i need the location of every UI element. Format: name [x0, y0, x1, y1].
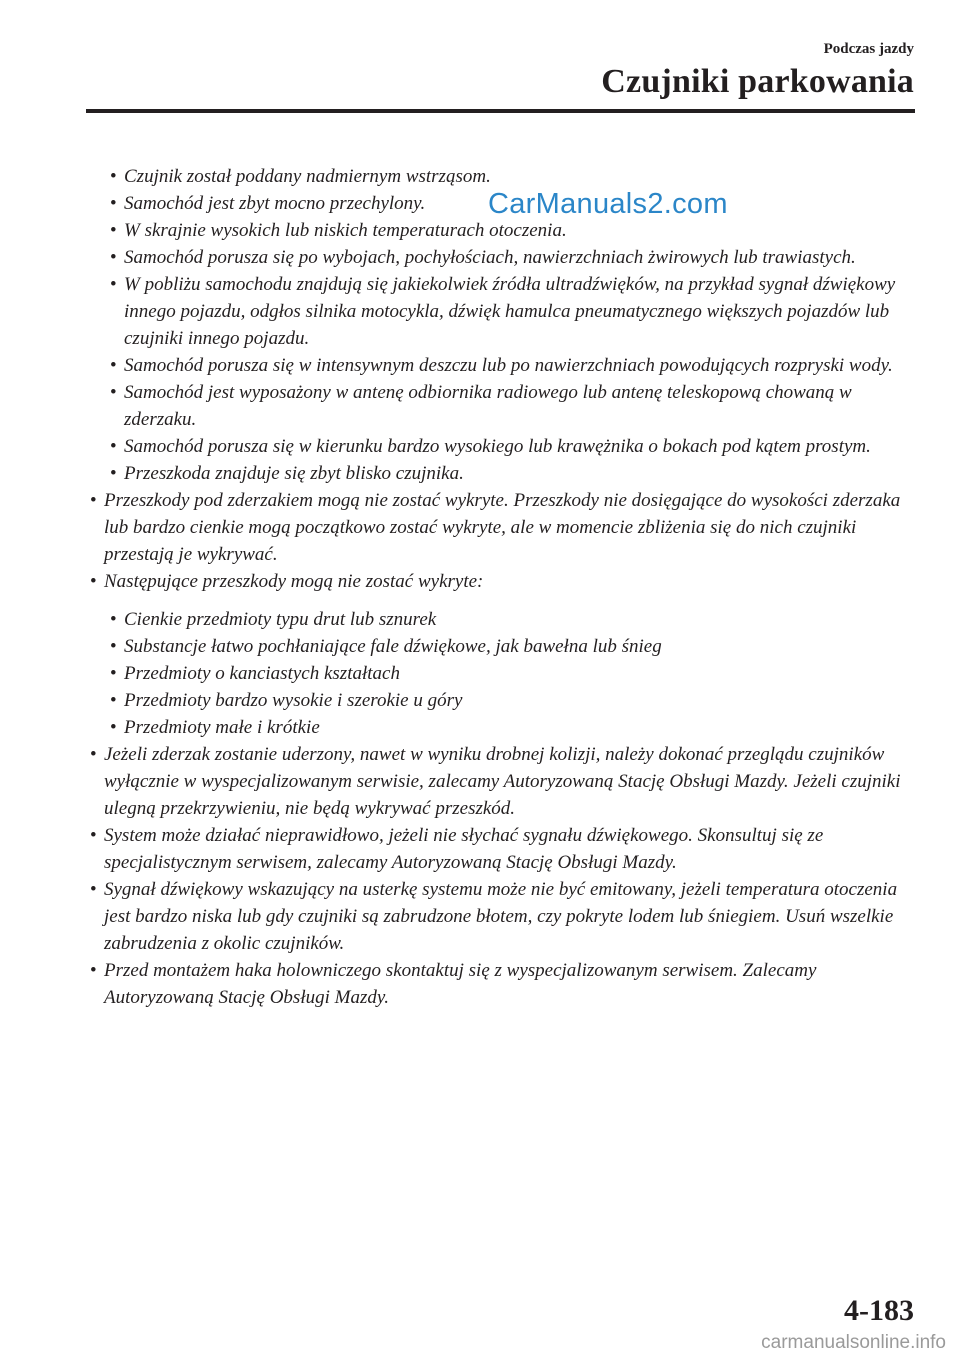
list-item [106, 460, 916, 487]
list-item-text: Przedmioty o kanciastych kształtach [124, 663, 400, 684]
list-item [86, 568, 916, 595]
list-item [106, 271, 916, 352]
list-item-text: Sygnał dźwiękowy wskazujący na usterkę systemu może nie być emitowany, jeżeli temperatura otoczenia jest bardzo niska lub gdy czujniki są zabrudzone błotem, czy pokryte lodem lub śniegiem. Usuń wszelkie zabrudzenia z okolic czujników. [104, 879, 898, 954]
list-item-text: Przeszkoda znajduje się zbyt blisko czujnika. [124, 463, 464, 484]
bullet-icon: • [110, 663, 117, 684]
section-label: Podczas jazdy [823, 41, 914, 57]
list-item [106, 687, 916, 714]
list-item [86, 741, 916, 822]
bullet-icon: • [110, 609, 117, 630]
bullet-icon: • [90, 879, 97, 900]
list-item-text: W skrajnie wysokich lub niskich temperaturach otoczenia. [124, 220, 567, 241]
list-item-text: Czujnik został poddany nadmiernym wstrząsom. [124, 166, 491, 187]
list-item [86, 487, 916, 568]
list-item-text: Samochód porusza się w kierunku bardzo wysokiego lub krawężnika o bokach pod kątem prostym. [124, 436, 871, 457]
bullet-icon: • [110, 382, 117, 403]
list-item [106, 352, 916, 379]
list-item-text: Substancje łatwo pochłaniające fale dźwiękowe, jak bawełna lub śnieg [124, 636, 662, 657]
list-item [106, 606, 916, 633]
list-item-text: System może działać nieprawidłowo, jeżeli nie słychać sygnału dźwiękowego. Skonsultuj się ze specjalistycznym serwisem, zalecamy Autoryzowaną Stację Obsługi Mazdy. [104, 825, 824, 873]
page-content [86, 163, 916, 1011]
list-item-text: Następujące przeszkody mogą nie zostać wykryte: [104, 571, 484, 592]
list-item-text: Cienkie przedmioty typu drut lub sznurek [124, 609, 437, 630]
page-number: 4-183 [844, 1294, 914, 1327]
list-item-text: W pobliżu samochodu znajdują się jakiekolwiek źródła ultradźwięków, na przykład sygnał dźwiękowy innego pojazdu, odgłos silnika motocykla, dźwięk hamulca pneumatycznego większych pojazdów lub czujniki innego pojazdu. [124, 274, 896, 349]
bullet-icon: • [110, 274, 117, 295]
bullet-icon: • [90, 490, 97, 511]
list-item [106, 217, 916, 244]
bullet-icon: • [110, 436, 117, 457]
bullet-icon: • [110, 717, 117, 738]
bullet-icon: • [110, 636, 117, 657]
list-item [106, 660, 916, 687]
list-item [106, 379, 916, 433]
list-item [106, 433, 916, 460]
bullet-icon: • [110, 193, 117, 214]
list-item [106, 633, 916, 660]
bullet-icon: • [110, 355, 117, 376]
list-item-text: Przed montażem haka holowniczego skontaktuj się z wyspecjalizowanym serwisem. Zalecamy Autoryzowaną Stację Obsługi Mazdy. [104, 960, 817, 1008]
bullet-icon: • [110, 166, 117, 187]
bullet-icon: • [90, 744, 97, 765]
watermark-carmanuals2[interactable]: CarManuals2.com [488, 188, 728, 220]
list-item-text: Przedmioty małe i krótkie [124, 717, 320, 738]
bullet-icon: • [110, 690, 117, 711]
list-item [86, 957, 916, 1011]
list-item-text: Jeżeli zderzak zostanie uderzony, nawet w wyniku drobnej kolizji, należy dokonać przeglądu czujników wyłącznie w wyspecjalizowanym serwisie, zalecamy Autoryzowaną Stację Obsługi Mazdy. Jeżeli czujniki ulegną przekrzywieniu, nie będą wykrywać przeszkód. [104, 744, 901, 819]
spacer [86, 595, 916, 606]
list-item [86, 876, 916, 957]
bullet-icon: • [110, 247, 117, 268]
page-header [601, 40, 914, 102]
list-item [106, 190, 916, 217]
list-item [86, 822, 916, 876]
list-item [106, 163, 916, 190]
header-rule [86, 109, 915, 113]
list-item-text: Samochód porusza się po wybojach, pochyłościach, nawierzchniach żwirowych lub trawiastych. [124, 247, 856, 268]
bullet-icon: • [90, 825, 97, 846]
list-item-text: Przedmioty bardzo wysokie i szerokie u góry [124, 690, 463, 711]
bullet-icon: • [110, 463, 117, 484]
list-item [106, 714, 916, 741]
bullet-icon: • [110, 220, 117, 241]
chapter-title: Czujniki parkowania [601, 63, 914, 100]
list-item [106, 244, 916, 271]
watermark-carmanualsonline[interactable]: carmanualsonline.info [761, 1332, 946, 1353]
bullet-icon: • [90, 571, 97, 592]
bullet-icon: • [90, 960, 97, 981]
list-item-text: Samochód porusza się w intensywnym deszczu lub po nawierzchniach powodujących rozpryski wody. [124, 355, 893, 376]
list-item-text: Samochód jest zbyt mocno przechylony. [124, 193, 426, 214]
list-item-text: Samochód jest wyposażony w antenę odbiornika radiowego lub antenę teleskopową chowaną w zderzaku. [124, 382, 852, 430]
list-item-text: Przeszkody pod zderzakiem mogą nie zostać wykryte. Przeszkody nie dosięgające do wysokości zderzaka lub bardzo cienkie mogą początkowo zostać wykryte, ale w momencie zbliżenia się do nich czujniki przestają je wykrywać. [104, 490, 901, 565]
